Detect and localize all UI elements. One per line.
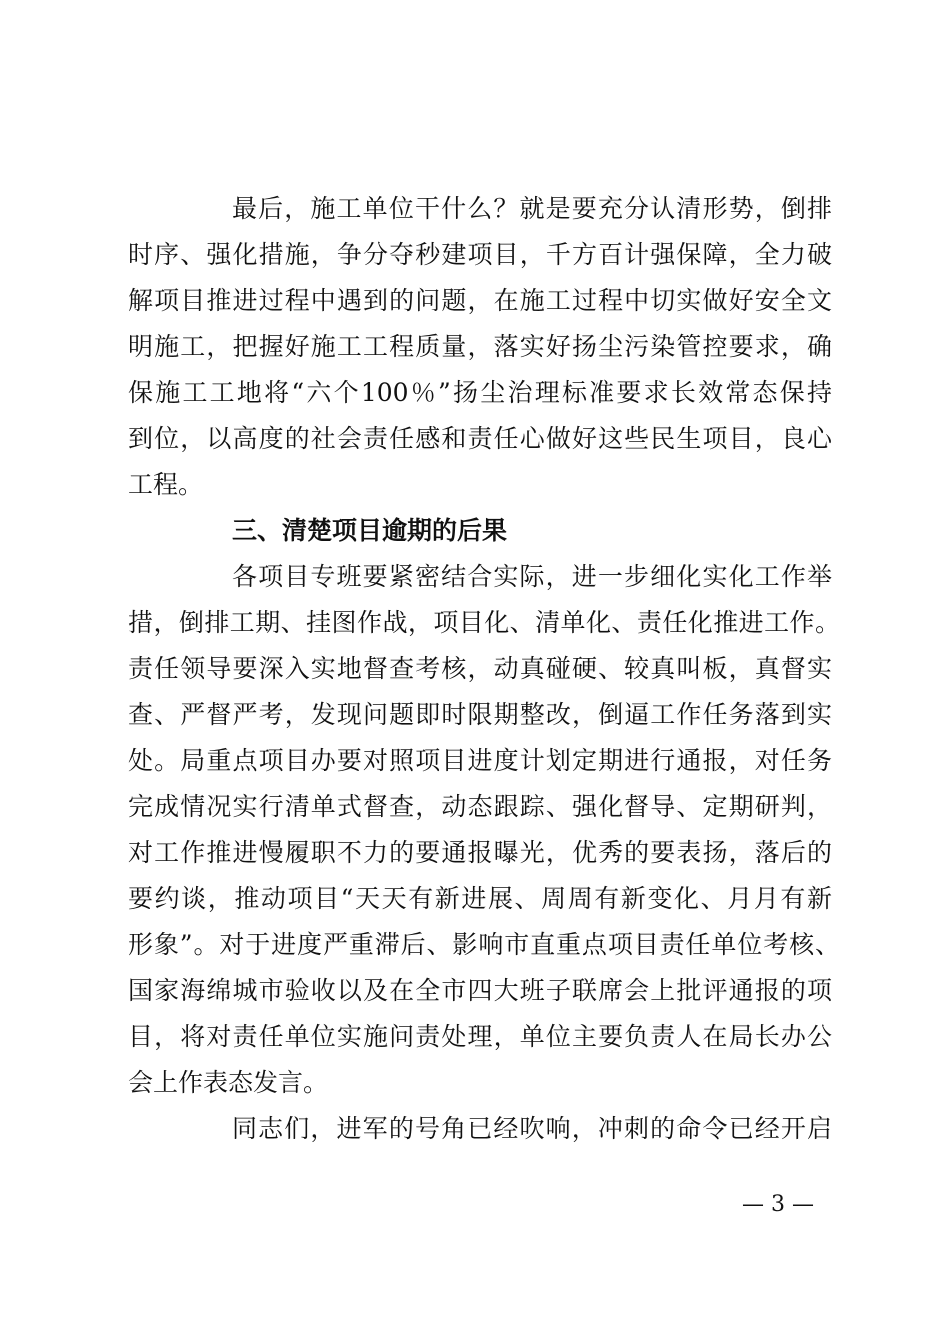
paragraph-1-line-7: 工程。 bbox=[128, 470, 204, 499]
paragraph-2-line-1: 各项目专班要紧密结合实际，进一步细化实化工作举 bbox=[232, 562, 832, 591]
paragraph-1-line-2: 时序、强化措施，争分夺秒建项目，千方百计强保障，全力破 bbox=[128, 240, 832, 269]
paragraph-2-line-11: 目，将对责任单位实施问责处理，单位主要负责人在局长办公 bbox=[128, 1022, 832, 1051]
paragraph-2-line-6: 完成情况实行清单式督查，动态跟踪、强化督导、定期研判， bbox=[128, 792, 832, 821]
paragraph-2-line-12: 会上作表态发言。 bbox=[128, 1068, 329, 1097]
paragraph-1-line-1: 最后，施工单位干什么？就是要充分认清形势，倒排 bbox=[232, 194, 832, 223]
paragraph-1-line-5: 保施工工地将“六个100％”扬尘治理标准要求长效常态保持 bbox=[128, 378, 832, 407]
section-heading: 三、清楚项目逾期的后果 bbox=[232, 516, 508, 545]
paragraph-2-line-8: 要约谈，推动项目“天天有新进展、周周有新变化、月月有新 bbox=[128, 884, 832, 913]
paragraph-3-line-1: 同志们，进军的号角已经吹响，冲刺的命令已经开启 bbox=[232, 1114, 832, 1143]
paragraph-2-line-5: 处。局重点项目办要对照项目进度计划定期进行通报，对任务 bbox=[128, 746, 832, 775]
paragraph-1-line-3: 解项目推进过程中遇到的问题，在施工过程中切实做好安全文 bbox=[128, 286, 832, 315]
paragraph-1-line-4: 明施工，把握好施工工程质量，落实好扬尘污染管控要求，确 bbox=[128, 332, 832, 361]
paragraph-2-line-4: 查、严督严考，发现问题即时限期整改，倒逼工作任务落到实 bbox=[128, 700, 832, 729]
paragraph-1-line-6: 到位，以高度的社会责任感和责任心做好这些民生项目，良心 bbox=[128, 424, 832, 453]
paragraph-2-line-10: 国家海绵城市验收以及在全市四大班子联席会上批评通报的项 bbox=[128, 976, 832, 1005]
paragraph-2-line-2: 措，倒排工期、挂图作战，项目化、清单化、责任化推进工作。 bbox=[128, 608, 840, 637]
page-number: — 3 — bbox=[742, 1192, 814, 1217]
paragraph-2-line-3: 责任领导要深入实地督查考核，动真碰硬、较真叫板，真督实 bbox=[128, 654, 832, 683]
paragraph-2-line-9: 形象”。对于进度严重滞后、影响市直重点项目责任单位考核、 bbox=[128, 930, 840, 959]
paragraph-2-line-7: 对工作推进慢履职不力的要通报曝光，优秀的要表扬，落后的 bbox=[128, 838, 832, 867]
